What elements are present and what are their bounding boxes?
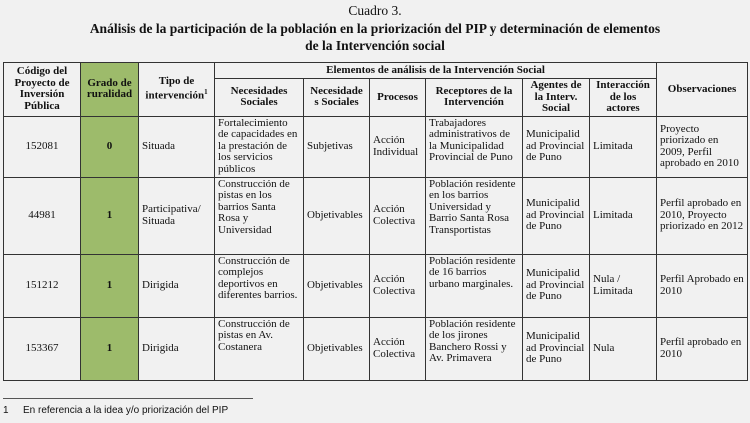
header-row-1 xyxy=(4,63,748,79)
cell-receptores: Trabajadores administrativos de la Municipalidad Provincial de Puno xyxy=(426,116,523,177)
table-row xyxy=(4,116,748,177)
cell-procesos: Acción Colectiva xyxy=(370,317,426,380)
footnote-text: En referencia a la idea y/o priorización del PIP xyxy=(23,405,229,416)
cell-grado: 1 xyxy=(81,317,139,380)
cell-interaccion: Nula xyxy=(590,317,657,380)
cell-codigo: 152081 xyxy=(4,116,81,177)
cell-nec-sociales: Fortalecimiento de capacidades en la prestación de los servicios públicos xyxy=(215,116,304,177)
cell-tipo: Situada xyxy=(139,116,215,177)
header-interaccion: Interacción de los actores xyxy=(590,79,657,117)
table-heading-line2: de la Intervención social xyxy=(305,38,445,53)
cell-procesos: Acción Colectiva xyxy=(370,177,426,254)
cell-nec-sociales: Construcción de pistas en Av. Costanera xyxy=(215,317,304,380)
cell-grado: 1 xyxy=(81,254,139,317)
header-tipo-sup: 1 xyxy=(204,88,208,97)
cell-observaciones: Perfil aprobado en 2010, Proyecto priorizado en 2012 xyxy=(657,177,748,254)
cell-nec-sociales2: Subjetivas xyxy=(304,116,370,177)
table-heading-line1: Análisis de la participación de la población en la priorización del PIP y determinación de elementos xyxy=(89,21,661,36)
cell-codigo: 151212 xyxy=(4,254,81,317)
header-receptores: Receptores de la Intervención xyxy=(426,79,523,117)
cell-nec-sociales2: Objetivables xyxy=(304,177,370,254)
table-row xyxy=(4,317,748,380)
header-grado: Grado de ruralidad xyxy=(81,63,139,117)
footnote xyxy=(3,405,228,416)
cell-observaciones: Proyecto priorizado en 2009, Perfil aprobado en 2010 xyxy=(657,116,748,177)
cell-grado: 1 xyxy=(81,177,139,254)
header-codigo: Código del Proyecto de Inversión Pública xyxy=(4,63,81,117)
cell-codigo: 153367 xyxy=(4,317,81,380)
title-block xyxy=(0,0,750,53)
cell-tipo: Participativa/ Situada xyxy=(139,177,215,254)
header-observaciones: Observaciones xyxy=(657,63,748,117)
cell-codigo: 44981 xyxy=(4,177,81,254)
cell-procesos: Acción Individual xyxy=(370,116,426,177)
header-procesos: Procesos xyxy=(370,79,426,117)
cell-grado: 0 xyxy=(81,116,139,177)
cell-nec-sociales2: Objetivables xyxy=(304,254,370,317)
cell-tipo: Dirigida xyxy=(139,317,215,380)
cell-nec-sociales: Construcción de pistas en los barrios Santa Rosa y Universidad xyxy=(215,177,304,254)
cell-observaciones: Perfil Aprobado en 2010 xyxy=(657,254,748,317)
header-agentes: Agentes de la Interv. Social xyxy=(523,79,590,117)
cell-interaccion: Limitada xyxy=(590,177,657,254)
table-caption: Cuadro 3. xyxy=(348,3,402,18)
header-nec-sociales: Necesidades Sociales xyxy=(215,79,304,117)
header-elementos: Elementos de análisis de la Intervención Social xyxy=(215,63,657,79)
cell-receptores: Población residente en los barrios Universidad y Barrio Santa Rosa Transportistas xyxy=(426,177,523,254)
cell-interaccion: Limitada xyxy=(590,116,657,177)
cell-agentes: Municipalid ad Provincial de Puno xyxy=(523,317,590,380)
footnote-divider xyxy=(3,398,253,399)
cell-interaccion: Nula / Limitada xyxy=(590,254,657,317)
cell-observaciones: Perfil aprobado en 2010 xyxy=(657,317,748,380)
cell-receptores: Población residente de los jirones Banchero Rossi y Av. Primavera xyxy=(426,317,523,380)
table-row xyxy=(4,254,748,317)
footnote-number: 1 xyxy=(3,405,9,416)
header-tipo-label: Tipo de intervención xyxy=(145,74,205,103)
cell-agentes: Municipalid ad Provincial de Puno xyxy=(523,116,590,177)
cell-nec-sociales: Construcción de complejos deportivos en diferentes barrios. xyxy=(215,254,304,317)
cell-procesos: Acción Colectiva xyxy=(370,254,426,317)
analysis-table xyxy=(3,62,748,381)
table-row xyxy=(4,177,748,254)
cell-agentes: Municipalid ad Provincial de Puno xyxy=(523,254,590,317)
cell-agentes: Municipalid ad Provincial de Puno xyxy=(523,177,590,254)
cell-tipo: Dirigida xyxy=(139,254,215,317)
cell-nec-sociales2: Objetivables xyxy=(304,317,370,380)
cell-receptores: Población residente de 16 barrios urbano marginales. xyxy=(426,254,523,317)
header-nec-sociales2: Necesidade s Sociales xyxy=(304,79,370,117)
header-tipo xyxy=(139,63,215,117)
